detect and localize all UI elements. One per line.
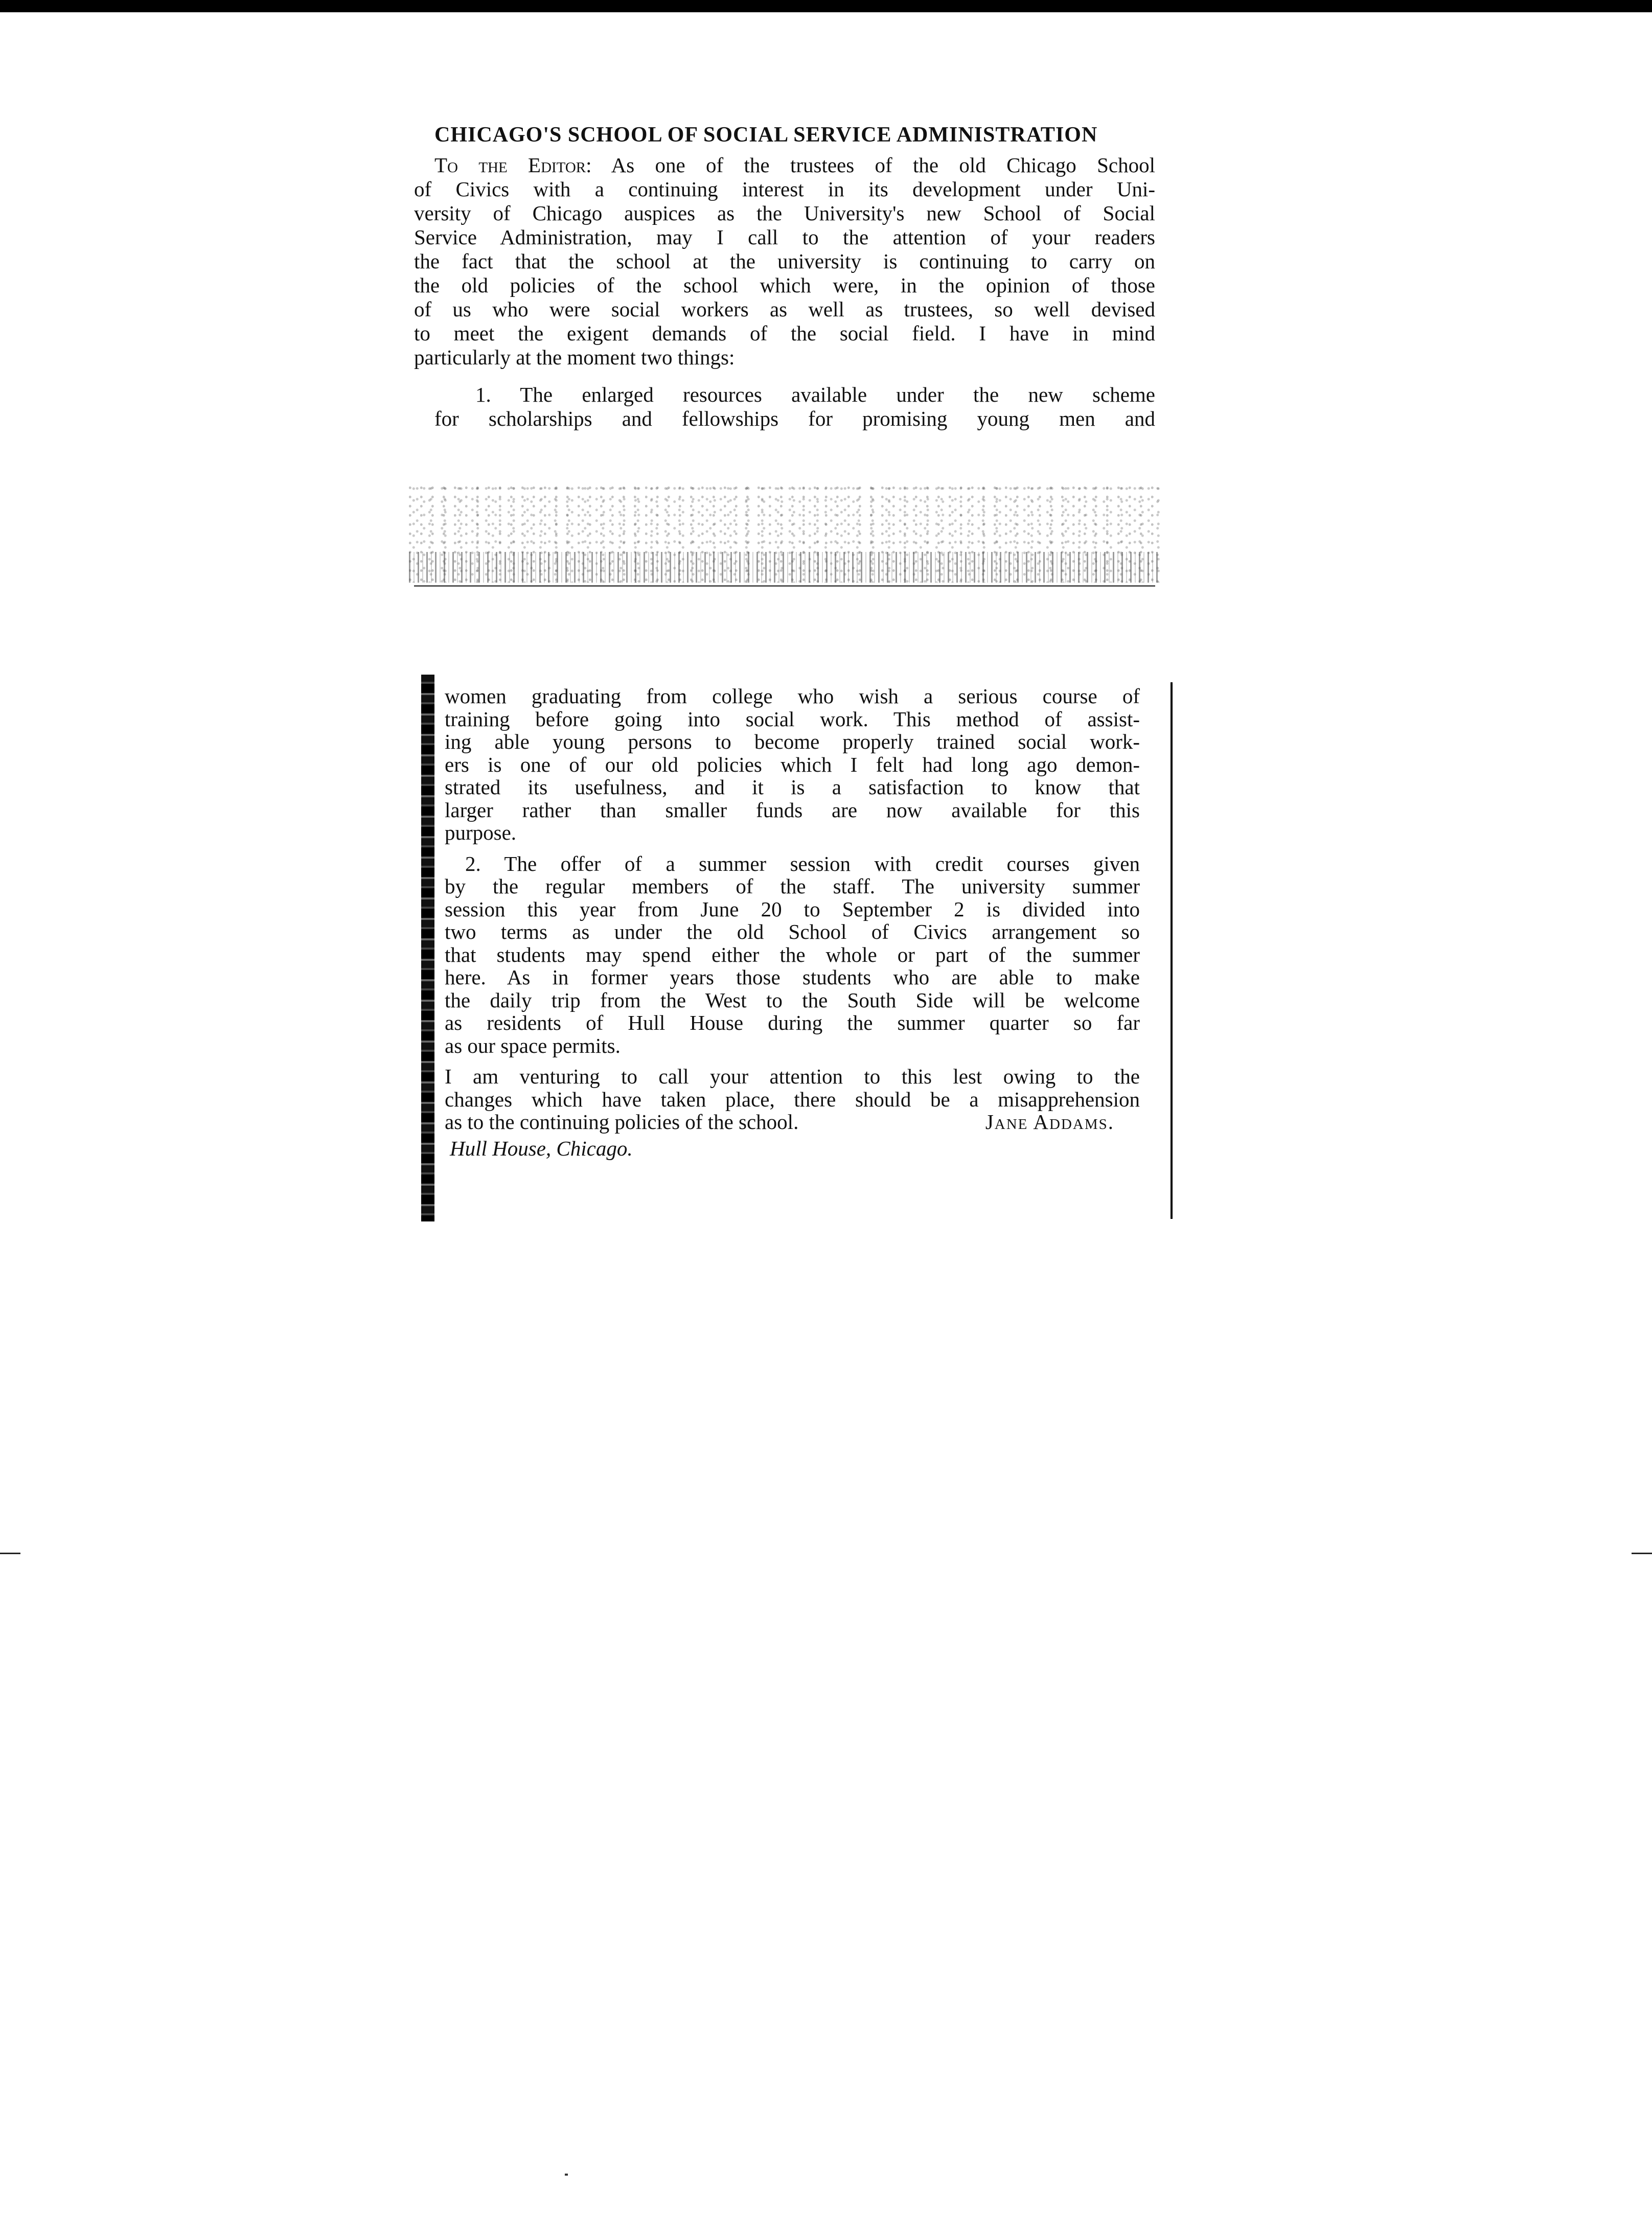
paragraph-line: larger rather than smaller funds are now available for this: [445, 798, 1140, 822]
paragraph-line: as to the continuing policies of the school.: [445, 1110, 799, 1134]
scan-noise-band: [409, 480, 1160, 583]
list-item-1: [414, 383, 1155, 431]
paragraph-line: of Civics with a continuing interest in its development under Uni-: [414, 177, 1155, 201]
signature-line: [445, 1111, 1140, 1134]
paragraph-line: women graduating from college who wish a serious course of: [445, 684, 1140, 708]
paragraph-line: 2. The offer of a summer session with credit courses given: [465, 851, 1140, 875]
clipping-lower: [424, 685, 1140, 1160]
closing-paragraph: [424, 1065, 1140, 1134]
paragraph-line: as residents of Hull House during the summer quarter so far: [445, 1011, 1140, 1034]
paragraph-line: [414, 153, 1155, 177]
paragraph-line: the fact that the school at the university is continuing to carry on: [414, 249, 1155, 273]
paragraph-line: here. As in former years those students who are able to make: [445, 965, 1140, 989]
paragraph-line: training before going into social work. This method of assist-: [445, 707, 1140, 731]
scan-top-border: [0, 0, 1652, 12]
letter-paragraph-1: [414, 153, 1155, 370]
salutation: To the Editor:: [434, 153, 592, 177]
author-signature: Jane Addams.: [985, 1110, 1114, 1134]
paragraph-line: to meet the exigent demands of the social field. I have in mind: [414, 321, 1155, 345]
list-item-1-continued: [424, 685, 1140, 844]
paragraph-line: purpose.: [445, 821, 517, 844]
clipping-right-edge: [1171, 682, 1173, 1219]
paragraph-line: for scholarships and fellowships for promising young men and: [434, 407, 1155, 430]
paragraph-line: strated its usefulness, and it is a satisfaction to know that: [445, 775, 1140, 799]
paragraph-line: versity of Chicago auspices as the University's new School of Social: [414, 201, 1155, 225]
scan-dust-mark: [565, 2174, 568, 2176]
paragraph-line: Service Administration, may I call to the attention of your readers: [414, 225, 1155, 249]
paragraph-line: as our space permits.: [445, 1033, 621, 1057]
paragraph-line: the daily trip from the West to the South Side will be welcome: [445, 988, 1140, 1012]
paragraph-line: ing able young persons to become properly trained social work-: [445, 730, 1140, 753]
scan-edge-mark-left: [0, 1553, 20, 1554]
paragraph-line: particularly at the moment two things:: [414, 345, 735, 369]
paragraph-line: of us who were social workers as well as trustees, so well devised: [414, 297, 1155, 321]
scan-edge-mark-right: [1632, 1553, 1652, 1554]
clipping-upper: [414, 123, 1155, 431]
paragraph-line: ers is one of our old policies which I felt had long ago demon-: [445, 752, 1140, 776]
paragraph-line: by the regular members of the staff. The university summer: [445, 874, 1140, 898]
paragraph-line: that students may spend either the whole or part of the summer: [445, 942, 1140, 966]
article-heading: CHICAGO'S SCHOOL OF SOCIAL SERVICE ADMINISTRATION: [434, 123, 1098, 147]
list-item-2: [424, 852, 1140, 1057]
paragraph-line-text: As one of the trustees of the old Chicago School: [611, 153, 1156, 177]
paragraph-line: two terms as under the old School of Civics arrangement so: [445, 920, 1140, 943]
paragraph-line: 1. The enlarged resources available under the new scheme: [475, 383, 1155, 406]
author-location: Hull House, Chicago.: [450, 1136, 633, 1160]
paragraph-line: session this year from June 20 to September 2 is divided into: [445, 897, 1140, 921]
clipping-edge: [414, 585, 1155, 587]
paragraph-line: changes which have taken place, there should be a misapprehension: [445, 1087, 1140, 1111]
paragraph-line: I am venturing to call your attention to this lest owing to the: [445, 1065, 1140, 1088]
paragraph-line: the old policies of the school which were, in the opinion of those: [414, 273, 1155, 297]
